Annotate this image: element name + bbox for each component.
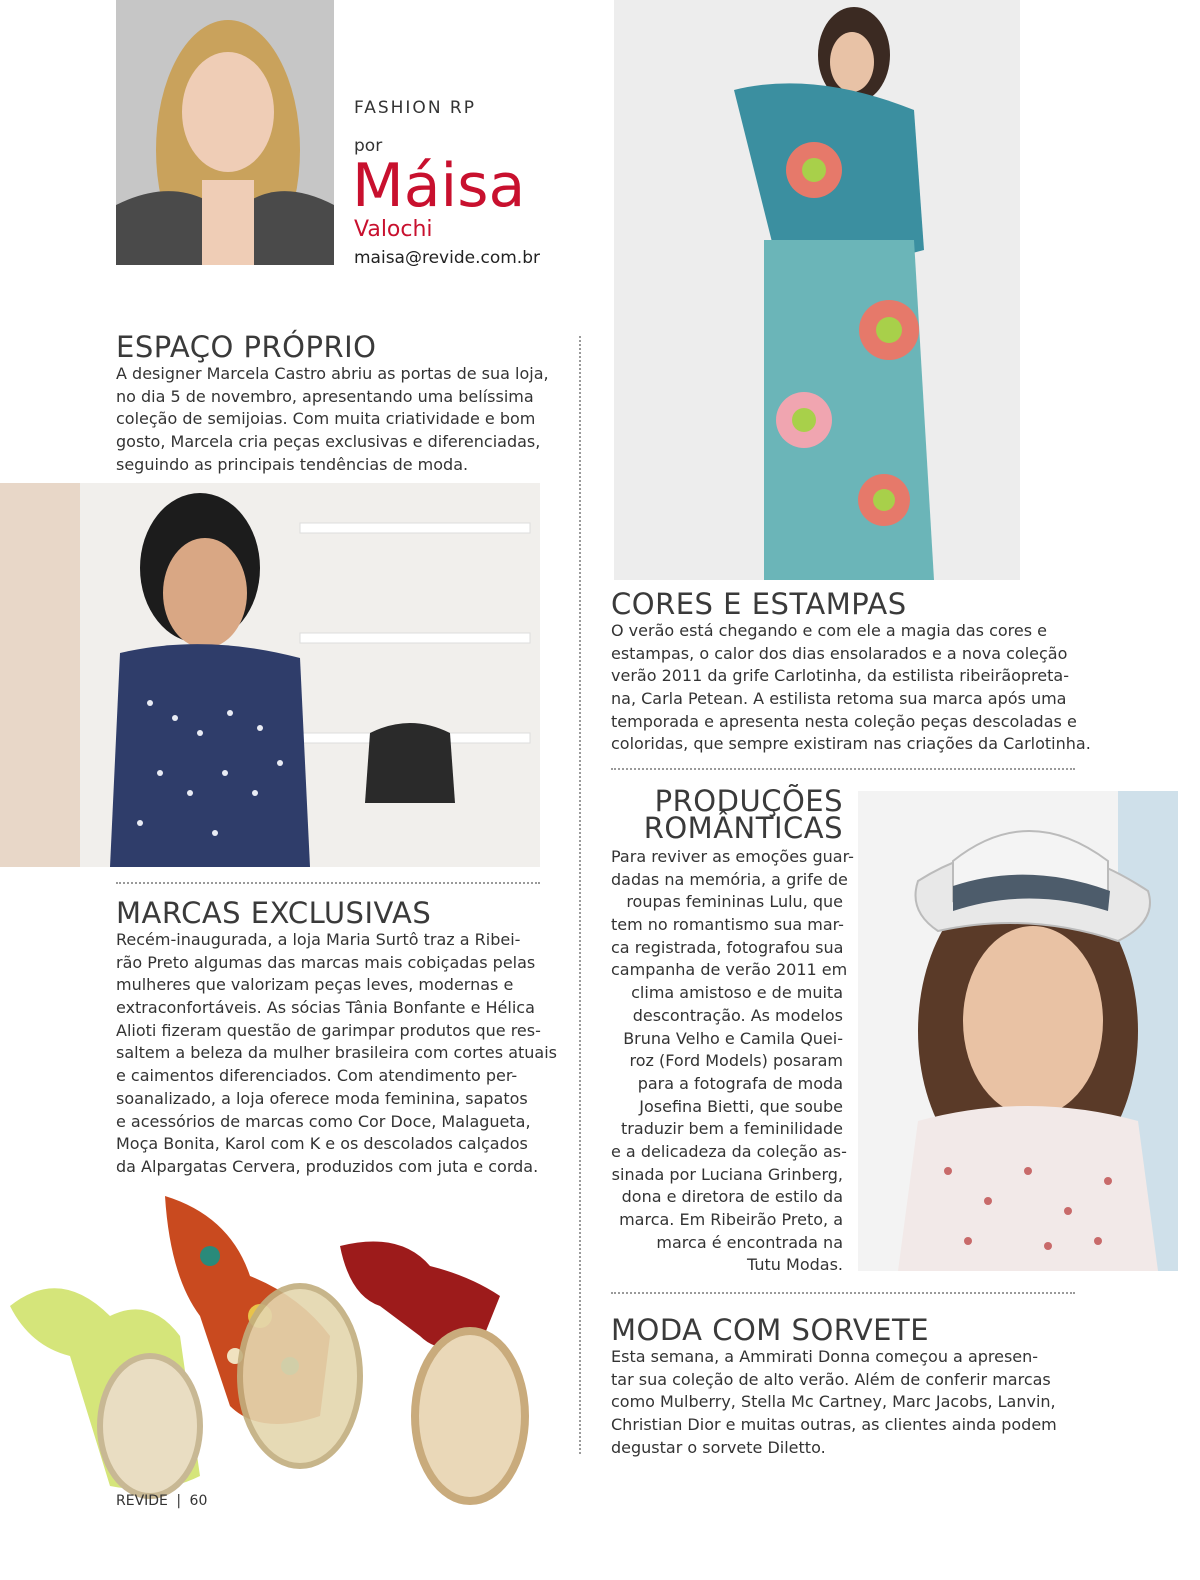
text-line: tem no romantismo sua mar-: [611, 915, 844, 935]
text-line: soanalizado, a loja oferece moda feminina, sapatos: [116, 1088, 528, 1108]
magazine-name: REVIDE: [116, 1493, 168, 1509]
text-line: Josefina Bietti, que soube: [639, 1096, 843, 1116]
text-line: Para reviver as emoções guar-: [611, 847, 854, 866]
text-line: Alioti fizeram questão de garimpar produtos que res-: [116, 1020, 541, 1040]
text-line: temporada e apresenta nesta coleção peças descoladas e: [611, 711, 1077, 731]
page-number: 60: [189, 1493, 208, 1509]
text-line: coloridas, que sempre existiram nas criações da Carlotinha.: [611, 734, 1091, 754]
columnist-email: maisa@revide.com.br: [354, 248, 540, 268]
page-footer: [116, 1493, 207, 1509]
section-rule: [611, 1292, 1075, 1294]
text-line: O verão está chegando e com ele a magia das cores e: [611, 621, 1047, 640]
text-line: A designer Marcela Castro abriu as portas de sua loja,: [116, 364, 549, 383]
text-line: marca. Em Ribeirão Preto, a: [619, 1210, 843, 1229]
body-espaco-proprio: [116, 363, 549, 476]
text-line: ca registrada, fotografou sua: [611, 937, 844, 957]
section-label: FASHION RP: [354, 98, 476, 118]
text-line: Bruna Velho e Camila Quei-: [623, 1028, 843, 1048]
text-line: Tutu Modas.: [747, 1255, 843, 1275]
text-line: Recém-inaugurada, a loja Maria Surtô traz a Ribei-: [116, 930, 521, 949]
footer-separator: |: [176, 1493, 182, 1509]
text-line: Moça Bonita, Karol com K e os descolados calçados: [116, 1134, 528, 1154]
text-line: sinada por Luciana Grinberg,: [611, 1164, 843, 1184]
text-line: da Alpargatas Cervera, produzidos com juta e corda.: [116, 1156, 539, 1176]
text-line: campanha de verão 2011 em: [611, 960, 848, 980]
model-dress-photo: [614, 0, 1020, 580]
text-line: dona e diretora de estilo da: [621, 1187, 843, 1207]
text-line: tar sua coleção de alto verão. Além de conferir marcas: [611, 1369, 1051, 1389]
text-line: no dia 5 de novembro, apresentando uma belíssima: [116, 386, 534, 406]
heading-moda-com-sorvete: MODA COM SORVETE: [611, 1313, 930, 1347]
text-line: seguindo as principais tendências de moda.: [116, 454, 469, 474]
body-cores-estampas: [611, 620, 1091, 756]
section-rule: [611, 768, 1075, 770]
heading-line: PRODUÇÕES: [654, 784, 843, 818]
column-divider: [579, 336, 581, 1454]
body-marcas-exclusivas: [116, 929, 557, 1179]
model-hat-photo: [858, 791, 1178, 1271]
heading-marcas-exclusivas: MARCAS EXCLUSIVAS: [116, 896, 432, 930]
body-moda-com-sorvete: [611, 1346, 1057, 1459]
text-line: e acessórios de marcas como Cor Doce, Malagueta,: [116, 1111, 531, 1131]
heading-cores-estampas: CORES E ESTAMPAS: [611, 587, 907, 621]
text-line: e a delicadeza da coleção as-: [611, 1141, 847, 1161]
text-line: roz (Ford Models) posaram: [629, 1051, 843, 1071]
text-line: Christian Dior e muitas outras, as clientes ainda podem: [611, 1415, 1057, 1435]
sandals-photo: [0, 1186, 545, 1506]
text-line: estampas, o calor dos dias ensolarados e a nova coleção: [611, 643, 1068, 663]
columnist-last-name: Valochi: [354, 217, 433, 242]
text-line: extraconfortáveis. As sócias Tânia Bonfante e Hélica: [116, 998, 535, 1018]
text-line: dadas na memória, a grife de: [611, 869, 848, 889]
text-line: saltem a beleza da mulher brasileira com cortes atuais: [116, 1043, 557, 1063]
designer-shop-photo: [0, 483, 540, 867]
heading-line: ROMÂNTICAS: [643, 811, 843, 845]
body-producoes-romanticas: [611, 846, 854, 1277]
text-line: clima amistoso e de muita: [631, 983, 843, 1003]
text-line: Esta semana, a Ammirati Donna começou a apresen-: [611, 1347, 1039, 1366]
text-line: mulheres que valorizam peças leves, modernas e: [116, 975, 514, 995]
columnist-photo: [116, 0, 334, 265]
text-line: roupas femininas Lulu, que: [626, 892, 843, 912]
text-line: na, Carla Petean. A estilista retoma sua marca após uma: [611, 689, 1067, 709]
text-line: marca é encontrada na: [656, 1232, 843, 1252]
text-line: e caimentos diferenciados. Com atendimento per-: [116, 1066, 518, 1086]
text-line: coleção de semijoias. Com muita criatividade e bom: [116, 409, 536, 429]
text-line: como Mulberry, Stella Mc Cartney, Marc Jacobs, Lanvin,: [611, 1392, 1056, 1412]
heading-producoes-romanticas: [611, 784, 843, 845]
text-line: verão 2011 da grife Carlotinha, da estilista ribeirãopreta-: [611, 666, 1069, 686]
text-line: rão Preto algumas das marcas mais cobiçadas pelas: [116, 952, 536, 972]
text-line: traduzir bem a feminilidade: [621, 1119, 843, 1139]
heading-espaco-proprio: ESPAÇO PRÓPRIO: [116, 330, 377, 364]
text-line: gosto, Marcela cria peças exclusivas e diferenciadas,: [116, 432, 541, 452]
section-rule: [116, 882, 540, 884]
columnist-first-name: Máisa: [352, 151, 526, 221]
text-line: para a fotografa de moda: [637, 1073, 843, 1093]
text-line: descontração. As modelos: [632, 1005, 843, 1025]
byline-por: por: [354, 136, 383, 156]
text-line: degustar o sorvete Diletto.: [611, 1437, 826, 1457]
